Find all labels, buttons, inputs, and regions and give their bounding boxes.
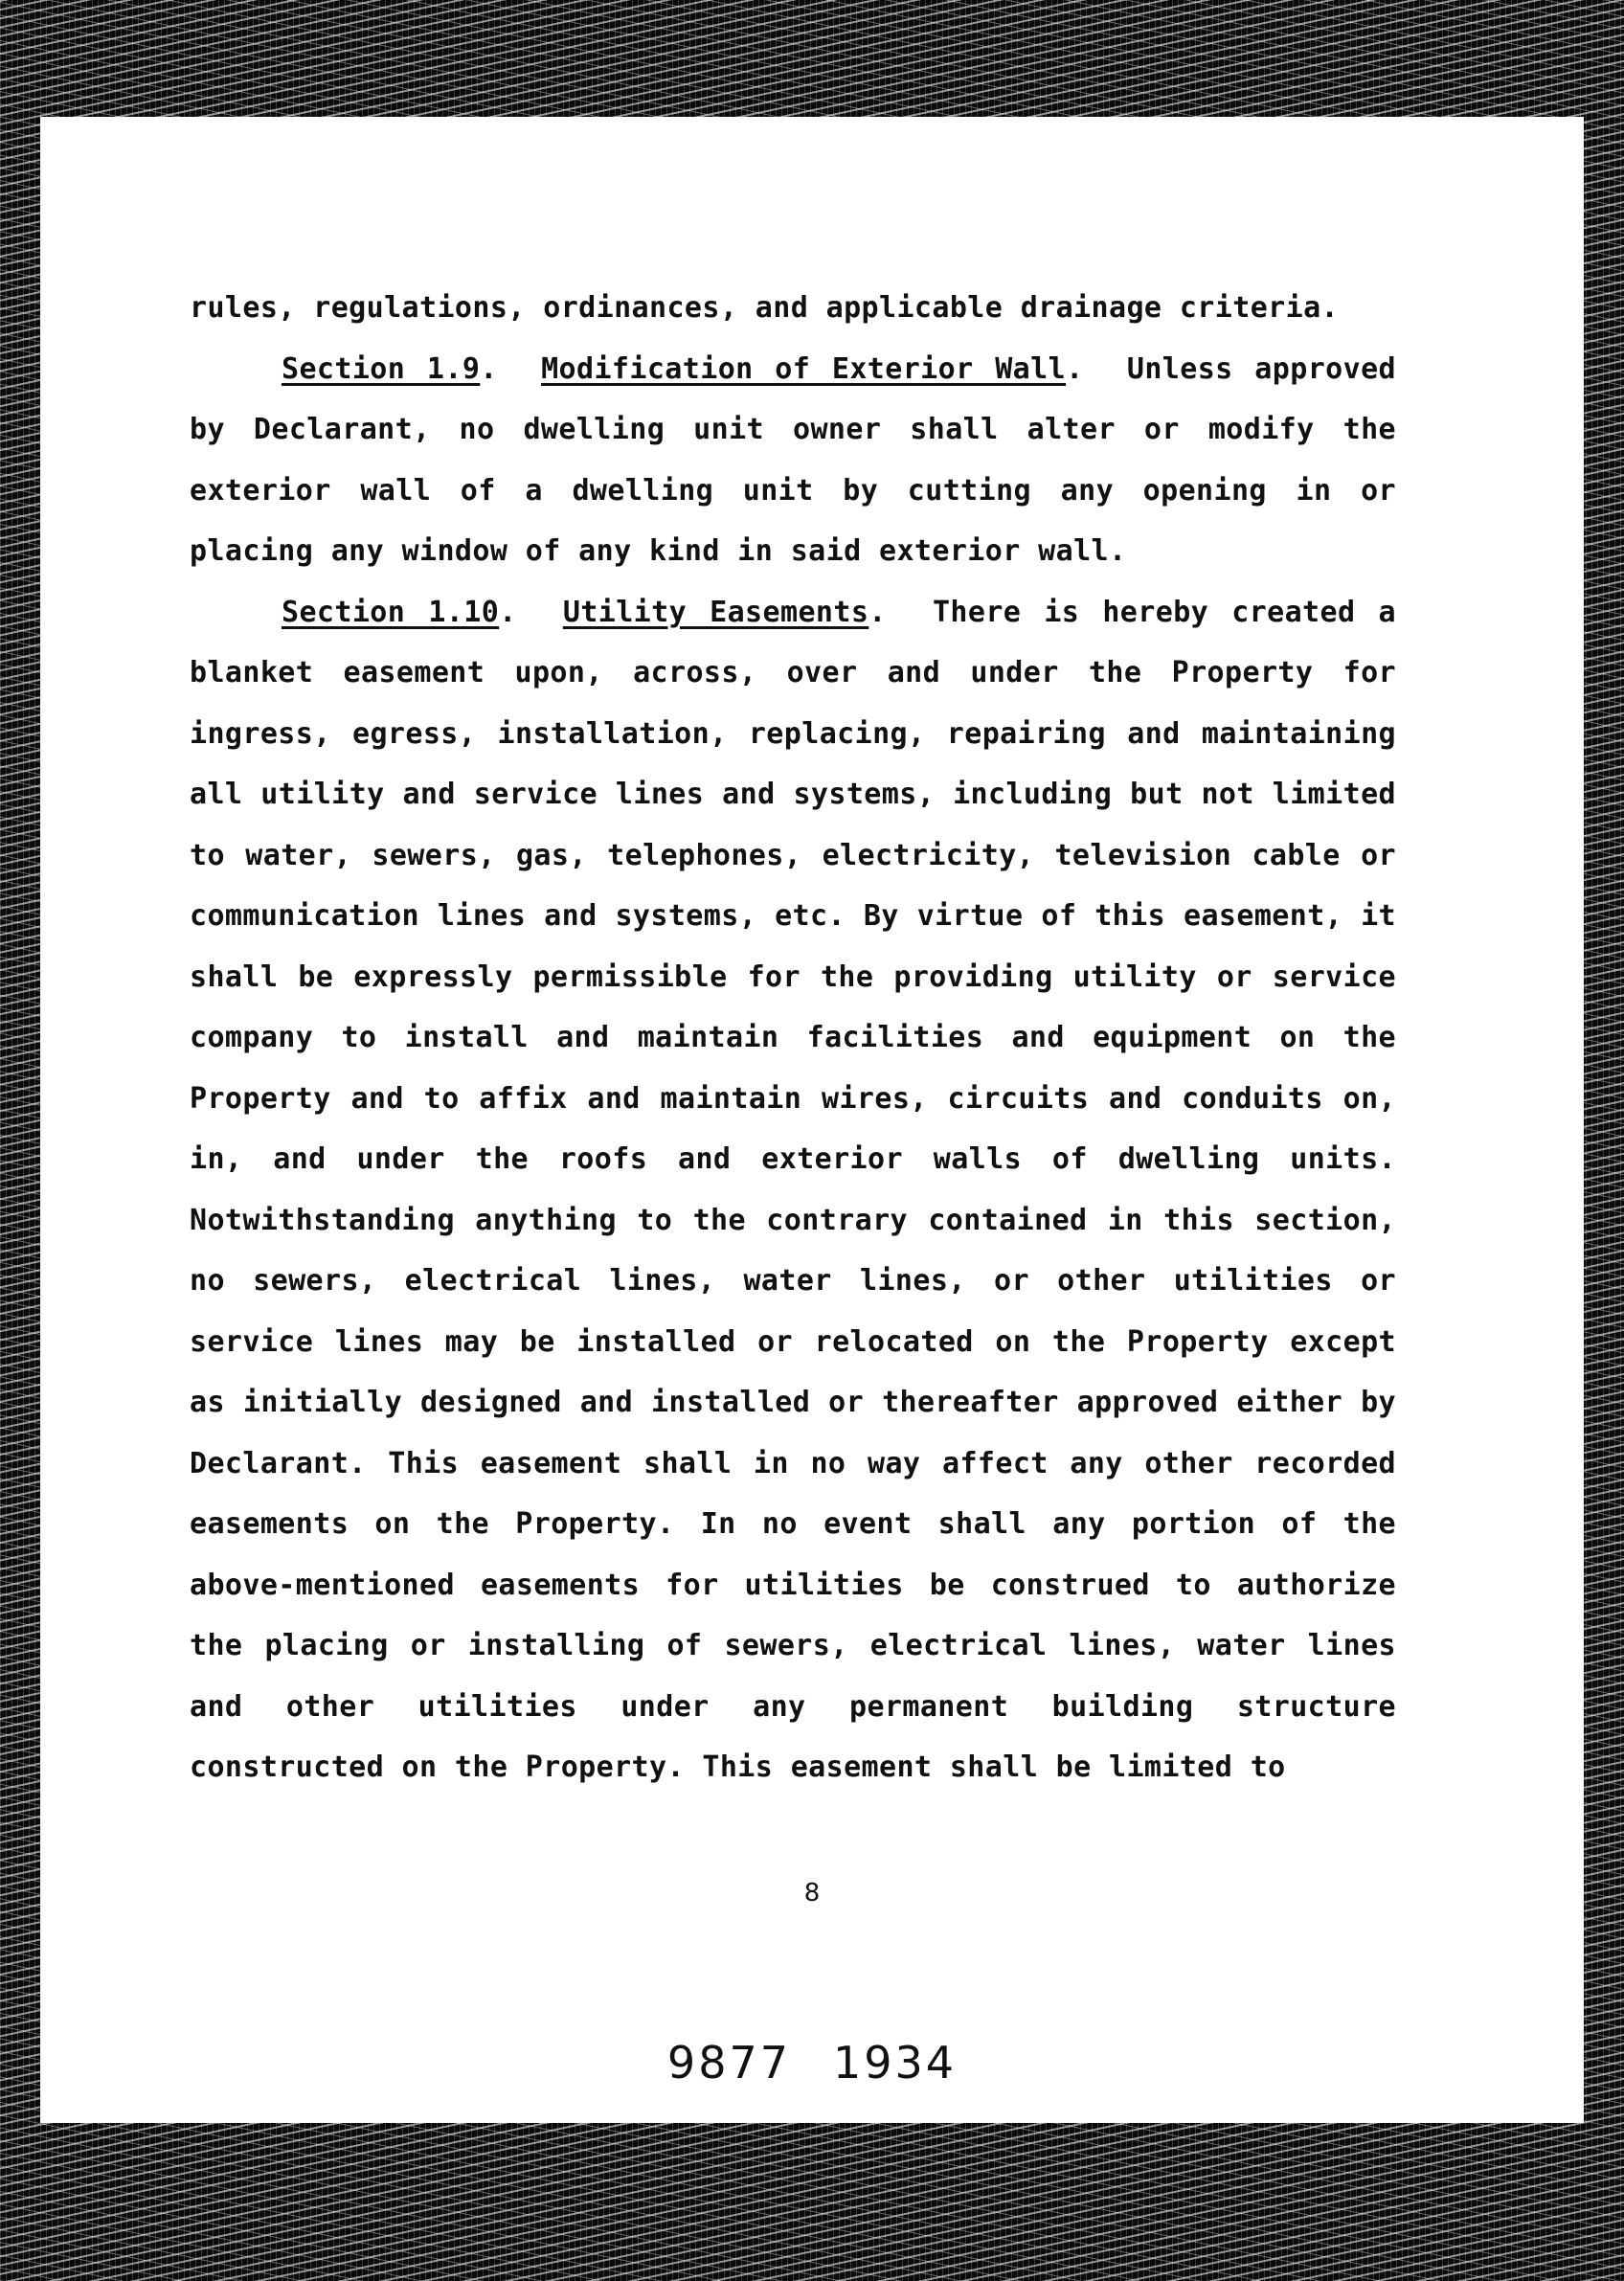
section-1-9-number: Section 1.9 — [282, 351, 481, 386]
section-1-9-title: Modification of Exterior Wall — [541, 351, 1067, 386]
recording-stamp — [40, 2037, 1584, 2089]
document-page — [40, 117, 1584, 2123]
section-1-10-number: Section 1.10 — [282, 595, 500, 629]
opening-line: rules, regulations, ordinances, and applicable drainage criteria. — [190, 291, 1339, 325]
page-number: 8 — [803, 1879, 821, 1908]
stamp-page-number: 1934 — [833, 2037, 958, 2089]
section-1-10-title: Utility Easements — [562, 595, 869, 629]
section-1-9-paragraph: Section 1.9. Modification of Exterior Wall. Unless approved by Declarant, no dwelling unit owner shall alter or modify the exterior wall of a dwelling unit by cutting any opening in or placing any window of any kind in said exterior wall. — [190, 351, 1396, 568]
stamp-book-number: 9877 — [666, 2037, 791, 2089]
section-1-9-text: Unless approved by Declarant, no dwelling unit owner shall alter or modify the exterior wall of a dwelling unit by cutting any opening in or placing any window of any kind in said exterior wall. — [190, 351, 1396, 568]
section-1-10-paragraph: Section 1.10. Utility Easements. There is hereby created a blanket easement upon, across, over and under the Property for ingress, egress, installation, replacing, repairing and maintaining all utility and service lines and systems, including but not limited to water, sewers, gas, telephones, electricity, television cable or communication lines and systems, etc. By virtue of this easement, it shall be expressly permissible for the providing utility or service company to install and maintain facilities and equipment on the Property and to affix and maintain wires, circuits and conduits on, in, and under the roofs and exterior walls of dwelling units. Notwithstanding anything to the contrary contained in this section, no sewers, electrical lines, water lines, or other utilities or service lines may be installed or relocated on the Property except as initially designed and installed or thereafter approved either by Declarant. This easement shall in no way affect any other recorded easements on the Property. In no event shall any portion of the above-mentioned easements for utilities be construed to authorize the placing or installing of sewers, electrical lines, water lines and other utilities under any permanent building structure constructed on the Property. This easement shall be limited to — [190, 595, 1396, 1784]
document-body — [190, 278, 1396, 1798]
section-1-10-text: There is hereby created a blanket easement upon, across, over and under the Property for ingress, egress, installation, replacing, repairing and maintaining all utility and service lines and systems, including but not limited to water, sewers, gas, telephones, electricity, television cable or communication lines and systems, etc. By virtue of this easement, it shall be expressly permissible for the providing utility or service company to install and maintain facilities and equipment on the Property and to affix and maintain wires, circuits and conduits on, in, and under the roofs and exterior walls of dwelling units. Notwithstanding anything to the contrary contained in this section, no sewers, electrical lines, water lines, or other utilities or service lines may be installed or relocated on the Property except as initially designed and installed or thereafter approved either by Declarant. This easement shall in no way affect any other recorded easements on the Property. In no event shall any portion of the above-mentioned easements for utilities be construed to authorize the placing or installing of sewers, electrical lines, water lines and other utilities under any permanent building structure constructed on the Property. This easement shall be limited to — [190, 595, 1396, 1784]
